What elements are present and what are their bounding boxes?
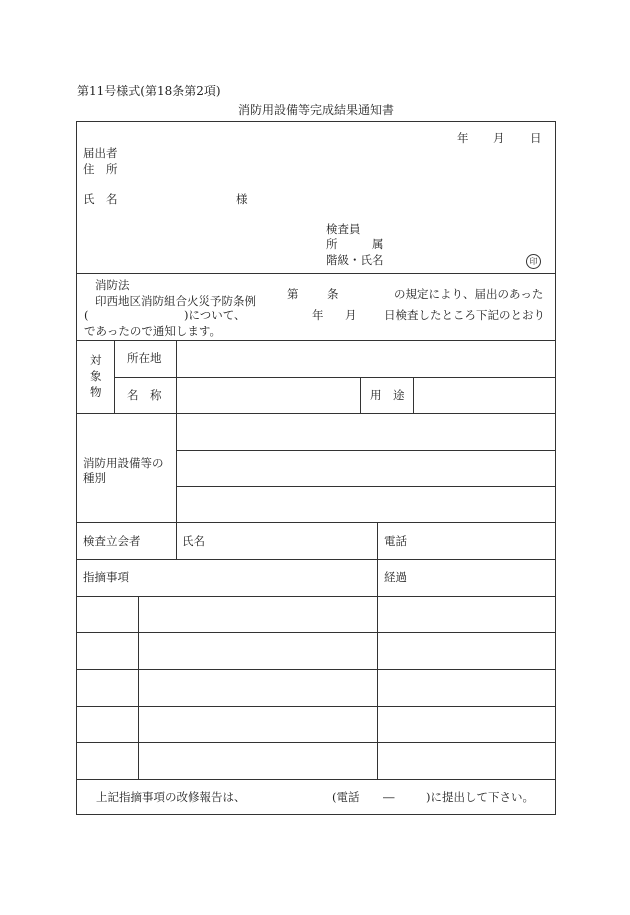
footer-phone-open: (電話 [332, 790, 360, 804]
notifier-label: 届出者 [83, 146, 118, 160]
article-dai: 第 [287, 287, 299, 301]
closing-text: であったので通知します。 [84, 324, 221, 338]
attendee-phone-label: 電話 [384, 534, 407, 548]
divider-object-mid [114, 377, 556, 378]
attendee-name-label: 氏名 [182, 534, 205, 548]
footer-report-text: 上記指摘事項の改修報告は、 [96, 790, 246, 804]
seal-mark: 印 [526, 254, 541, 269]
notice-month: 月 [345, 308, 357, 322]
inspector-label: 検査員 [326, 222, 361, 236]
divider-row-3 [76, 706, 556, 707]
divider-object-end [76, 413, 556, 414]
date-month: 月 [493, 131, 505, 145]
divider-equip-end [76, 522, 556, 523]
location-label: 所在地 [127, 351, 162, 365]
divider-equip-2 [176, 486, 556, 487]
findings-label: 指摘事項 [83, 570, 129, 584]
form-number: 第11号様式(第18条第2項) [77, 84, 221, 98]
divider-row-5 [76, 779, 556, 780]
attendee-label: 検査立会者 [83, 534, 141, 548]
law-fire-service: 消防法 [95, 278, 130, 292]
vline-use-right [413, 377, 414, 413]
divider-header [76, 273, 556, 274]
address-label: 住 所 [83, 162, 118, 176]
object-label-2: 象 [90, 369, 102, 383]
date-day: 日 [530, 131, 542, 145]
name-label: 氏 名 [83, 192, 118, 206]
affiliation-label: 所 属 [326, 237, 384, 251]
about-text: )について、 [184, 308, 246, 322]
footer-dash: ― [383, 790, 395, 804]
vline-progress [377, 522, 378, 779]
divider-attendee [76, 559, 556, 560]
progress-label: 経過 [384, 570, 407, 584]
paren-open: ( [84, 308, 89, 322]
divider-row-4 [76, 742, 556, 743]
divider-findings-head [76, 596, 556, 597]
honorific: 様 [236, 192, 248, 206]
object-label-1: 対 [90, 353, 102, 367]
divider-row-2 [76, 669, 556, 670]
law-ordinance: 印西地区消防組合火災予防条例 [95, 294, 256, 308]
vline-use-left [360, 377, 361, 413]
notice-year: 年 [312, 308, 324, 322]
divider-row-1 [76, 632, 556, 633]
object-label-3: 物 [90, 385, 102, 399]
provision-text: の規定により、届出のあった [394, 287, 544, 301]
divider-notice [76, 340, 556, 341]
page-title: 消防用設備等完成結果通知書 [238, 103, 395, 117]
rank-name-label: 階級・氏名 [326, 253, 384, 267]
article-jo: 条 [327, 287, 339, 301]
vline-rows [138, 596, 139, 779]
use-label: 用 途 [370, 388, 405, 402]
divider-equip-1 [176, 450, 556, 451]
vline-object [114, 340, 115, 413]
vline-label [176, 340, 177, 559]
footer-submit-text: )に提出して下さい。 [426, 790, 534, 804]
equipment-type-label-1: 消防用設備等の [83, 456, 164, 470]
date-year: 年 [457, 131, 469, 145]
inspected-text: 日検査したところ下記のとおり [384, 308, 545, 322]
equipment-type-label-2: 種別 [83, 471, 106, 485]
object-name-label: 名 称 [127, 388, 162, 402]
